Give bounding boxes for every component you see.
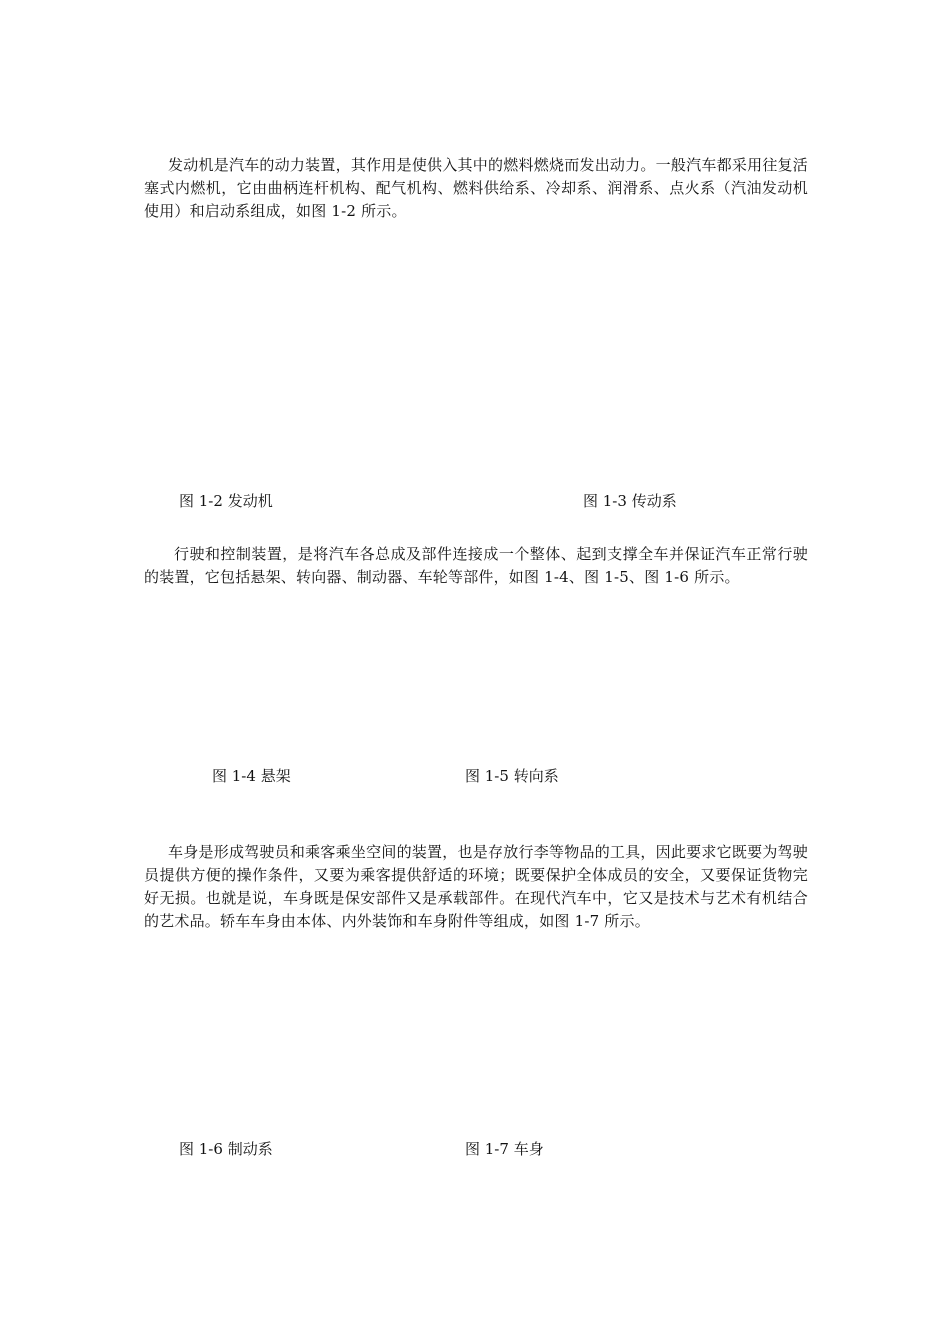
caption-fig-1-3: 图 1-3 传动系 [583, 492, 677, 510]
paragraph-body: 车身是形成驾驶员和乘客乘坐空间的装置，也是存放行李等物品的工具，因此要求它既要为驾驶员提供方便的操作条件，又要为乘客提供舒适的环境；既要保护全体成员的安全，又要保证货物完好无损。也就是说，车身既是保安部件又是承载部件。在现代汽车中，它又是技术与艺术有机结合的艺术品。轿车车身由本体、内外装饰和车身附件等组成，如图 1-7 所示。 [144, 843, 808, 930]
figure-brake-image [150, 975, 450, 1125]
figure-engine-image [150, 250, 450, 480]
caption-fig-1-6: 图 1-6 制动系 [179, 1140, 273, 1158]
figure-steering-image [460, 610, 760, 760]
paragraph-engine: 发动机是汽车的动力装置，其作用是使供入其中的燃料燃烧而发出动力。一般汽车都采用往复活塞式内燃机，它由曲柄连杆机构、配气机构、燃料供给系、冷却系、润滑系、点火系（汽油发动机使用）和启动系组成，如图 1-2 所示。 [144, 156, 808, 220]
figure-suspension-image [150, 610, 450, 760]
caption-fig-1-7: 图 1-7 车身 [465, 1140, 544, 1158]
caption-fig-1-2: 图 1-2 发动机 [179, 492, 273, 510]
caption-fig-1-4: 图 1-4 悬架 [212, 767, 291, 785]
figure-car-body-image [460, 975, 760, 1125]
figure-drivetrain-image [500, 250, 800, 480]
caption-fig-1-5: 图 1-5 转向系 [465, 767, 559, 785]
paragraph-running-gear: 行驶和控制装置，是将汽车各总成及部件连接成一个整体、起到支撑全车并保证汽车正常行驶的装置，它包括悬架、转向器、制动器、车轮等部件，如图 1-4、图 1-5、图 1-6 所示。 [144, 545, 808, 586]
